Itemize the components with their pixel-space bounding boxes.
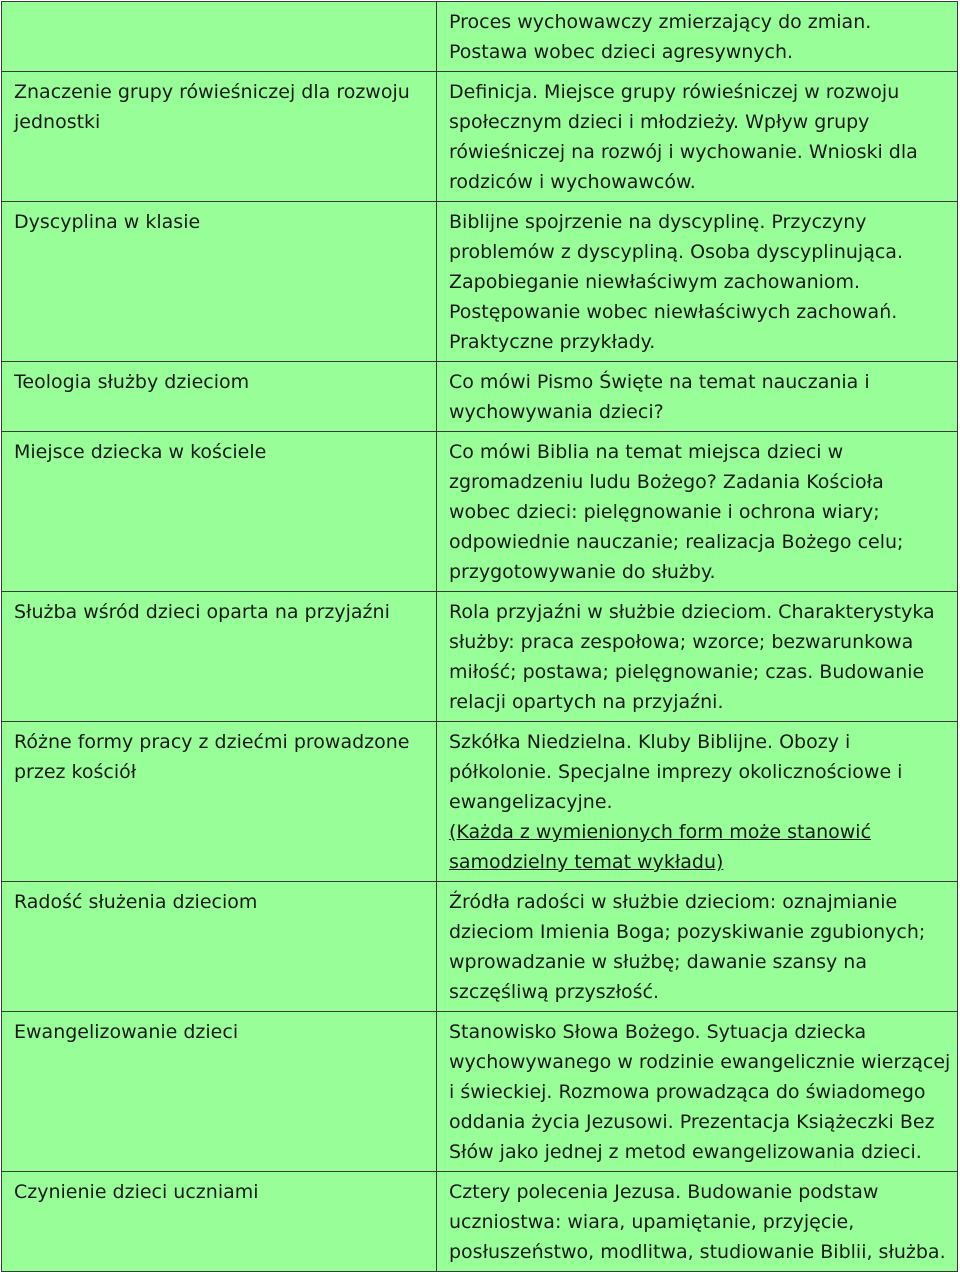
table-row (2, 882, 958, 1012)
topic-description: Rola przyjaźni w służbie dzieciom. Charakterystyka służby: praca zespołowa; wzorce; bezwarunkowa miłość; postawa; pielęgnowanie; czas. Budowanie relacji opartych na przyjaźni. (449, 601, 935, 713)
topic-title: Radość służenia dzieciom (14, 891, 258, 913)
topic-description: Stanowisko Słowa Bożego. Sytuacja dziecka wychowywanego w rodzinie ewangelicznie wierzącej i świeckiej. Rozmowa prowadząca do świadomego oddania życia Jezusowi. Prezentacja Książeczki Bez Słów jako jednej z metod ewangelizowania dzieci. (449, 1021, 951, 1163)
description-cell (437, 2, 958, 72)
topic-description: Szkółka Niedzielna. Kluby Biblijne. Obozy i półkolonie. Specjalne imprezy okolicznościowe i ewangelizacyjne. (449, 731, 903, 813)
topic-title: Czynienie dzieci uczniami (14, 1181, 259, 1203)
topic-title: Teologia służby dzieciom (14, 371, 250, 393)
topic-description: Źródła radości w służbie dzieciom: oznajmianie dzieciom Imienia Boga; pozyskiwanie zgubionych; wprowadzanie w służbę; dawanie szansy na szczęśliwą przyszłość. (449, 891, 926, 1003)
table-row (2, 592, 958, 722)
table-row (2, 432, 958, 592)
topic-description: Proces wychowawczy zmierzający do zmian. Postawa wobec dzieci agresywnych. (449, 11, 872, 63)
topic-cell (2, 592, 437, 722)
topic-description: Definicja. Miejsce grupy rówieśniczej w rozwoju społecznym dzieci i młodzieży. Wpływ grupy rówieśniczej na rozwój i wychowanie. Wnioski dla rodziców i wychowawców. (449, 81, 918, 193)
topic-cell (2, 432, 437, 592)
topic-cell (2, 722, 437, 882)
topic-title: Ewangelizowanie dzieci (14, 1021, 239, 1043)
topic-cell (2, 2, 437, 72)
description-cell (437, 1012, 958, 1172)
table-row (2, 1172, 958, 1272)
topic-description: Co mówi Pismo Święte na temat nauczania i wychowywania dzieci? (449, 371, 870, 423)
topic-note: (Każda z wymienionych form może stanowić samodzielny temat wykładu) (449, 821, 872, 873)
topic-cell (2, 362, 437, 432)
description-cell (437, 362, 958, 432)
topic-cell (2, 1012, 437, 1172)
table-row (2, 362, 958, 432)
table-row (2, 2, 958, 72)
description-cell (437, 592, 958, 722)
topic-title: Różne formy pracy z dziećmi prowadzone przez kościół (14, 731, 410, 783)
table-row (2, 72, 958, 202)
topic-description: Cztery polecenia Jezusa. Budowanie podstaw uczniostwa: wiara, upamiętanie, przyjęcie, posłuszeństwo, modlitwa, studiowanie Biblii, służba. (449, 1181, 946, 1263)
description-cell (437, 1172, 958, 1272)
topic-cell (2, 882, 437, 1012)
description-cell (437, 432, 958, 592)
topic-title: Służba wśród dzieci oparta na przyjaźni (14, 601, 390, 623)
topic-title: Miejsce dziecka w kościele (14, 441, 267, 463)
syllabus-table (1, 1, 958, 1272)
table-row (2, 1012, 958, 1172)
topic-cell (2, 72, 437, 202)
topic-cell (2, 202, 437, 362)
description-cell (437, 722, 958, 882)
topic-description: Co mówi Biblia na temat miejsca dzieci w zgromadzeniu ludu Bożego? Zadania Kościoła wobec dzieci: pielęgnowanie i ochrona wiary; odpowiednie nauczanie; realizacja Bożego celu; przygotowywanie do służby. (449, 441, 904, 583)
topic-title: Dyscyplina w klasie (14, 211, 201, 233)
topic-title: Znaczenie grupy rówieśniczej dla rozwoju jednostki (14, 81, 410, 133)
topic-cell (2, 1172, 437, 1272)
table-row (2, 202, 958, 362)
description-cell (437, 202, 958, 362)
description-cell (437, 882, 958, 1012)
description-cell (437, 72, 958, 202)
table-row (2, 722, 958, 882)
topic-description: Biblijne spojrzenie na dyscyplinę. Przyczyny problemów z dyscypliną. Osoba dyscyplinująca. Zapobieganie niewłaściwym zachowaniom. Postępowanie wobec niewłaściwych zachowań. Praktyczne przykłady. (449, 211, 903, 353)
